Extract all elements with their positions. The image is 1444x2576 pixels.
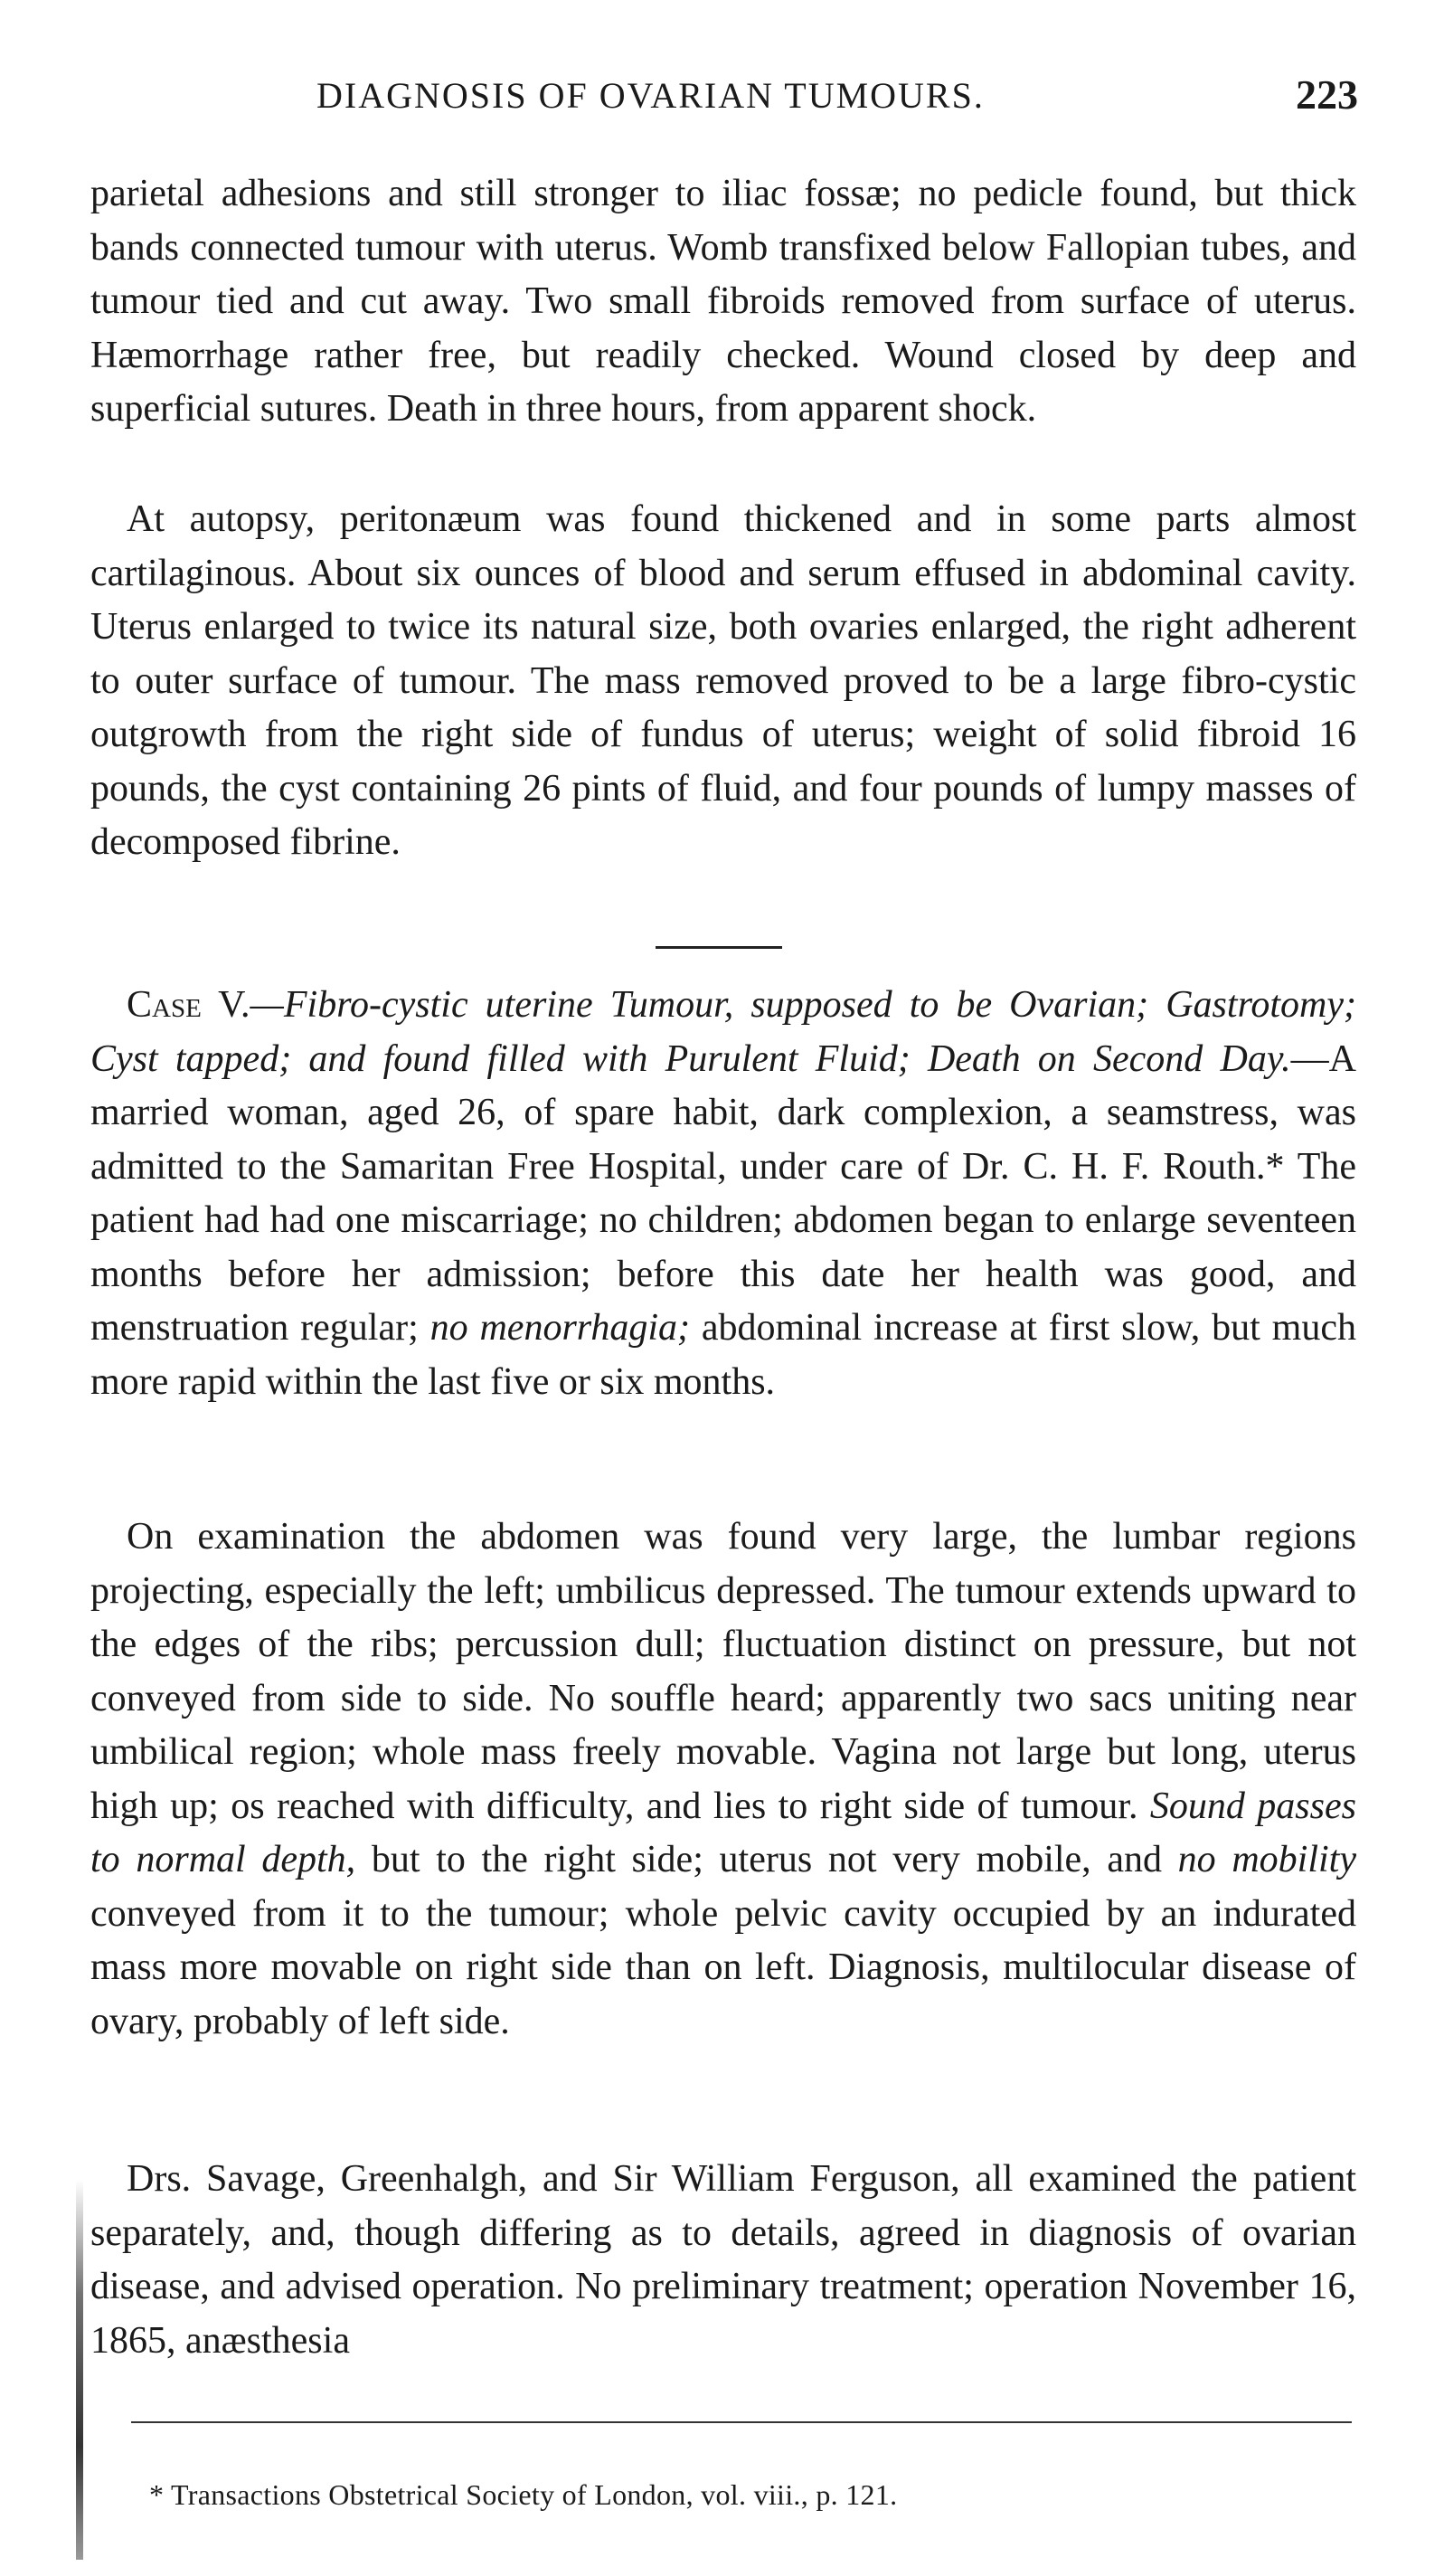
case-title: —Fibro-cystic uterine Tumour, supposed to be Ovarian; Gastrotomy; Cyst tapped; and found filled with Purulent Fluid; Death on Second Day.	[90, 984, 1356, 1080]
running-title: DIAGNOSIS OF OVARIAN TUMOURS.	[316, 75, 985, 116]
page-margin-wear	[76, 2180, 83, 2560]
footnote-rule	[131, 2421, 1352, 2423]
running-head	[90, 71, 1358, 128]
paragraph-continued: parietal adhesions and still stronger to iliac fossæ; no pedicle found, but thick bands connected tumour with uterus. Womb transfixed below Fallopian tubes, and tumour tied and cut away. Two small fibroids removed from surface of uterus. Hæmorrhage rather free, but readily checked. Wound closed by deep and superficial sutures. Death in three hours, from apparent shock.	[90, 173, 1356, 430]
section-divider	[656, 946, 782, 949]
paragraph-block	[90, 2153, 1356, 2368]
page-number: 223	[1296, 71, 1358, 118]
footnote: * Transactions Obstetrical Society of London, vol. viii., p. 121.	[149, 2478, 898, 2511]
paragraph-examination	[90, 1511, 1356, 2049]
paragraph-block	[90, 1511, 1356, 2049]
case-block	[90, 979, 1356, 1409]
case-paragraph	[90, 979, 1356, 1409]
case-body-b: abdominal increase at first slow, but much more rapid within the last five or six months.	[90, 1307, 1356, 1403]
exam-italic-1: Sound passes to normal depth,	[90, 1785, 1356, 1880]
paragraph-consultation: Drs. Savage, Greenhalgh, and Sir William Ferguson, all examined the patient separately, and, though differing as to details, agreed in diagnosis of ovarian disease, and advised operation. No preliminary treatment; operation November 16, 1865, anæsthesia	[90, 2158, 1356, 2362]
exam-text-b: but to the right side; uterus not very mobile, and	[355, 1839, 1178, 1880]
paragraph-block	[90, 493, 1356, 870]
paragraph-autopsy: At autopsy, peritonæum was found thickened and in some parts almost cartilaginous. About six ounces of blood and serum effused in abdominal cavity. Uterus enlarged to twice its natural size, both ovaries enlarged, the right adherent to outer surface of tumour. The mass removed proved to be a large fibro-cystic outgrowth from the right side of fundus of uterus; weight of solid fibroid 16 pounds, the cyst containing 26 pints of fluid, and four pounds of lumpy masses of decomposed fibrine.	[90, 498, 1356, 863]
paragraph-block	[90, 167, 1356, 437]
case-label: Case V.	[127, 984, 250, 1026]
exam-italic-2: no mobility	[1177, 1839, 1356, 1880]
case-body-a: —A married woman, aged 26, of spare habit, dark complexion, a seamstress, was admitted to the Samaritan Free Hospital, under care of Dr. C. H. F. Routh.* The patient had had one miscarriage; no children; abdomen began to enlarge seventeen months before her admission; before this date her health was good, and menstruation regular;	[90, 1037, 1356, 1349]
case-italic: no menorrhagia;	[429, 1307, 691, 1349]
exam-text-a: On examination the abdomen was found very large, the lumbar regions projecting, especially the left; umbilicus depressed. The tumour extends upward to the edges of the ribs; percussion dull; fluctuation distinct on pressure, but not conveyed from side to side. No souffle heard; apparently two sacs uniting near umbilical region; whole mass freely movable. Vagina not large but long, uterus high up; os reached with difficulty, and lies to right side of tumour.	[90, 1516, 1356, 1827]
exam-text-c: conveyed from it to the tumour; whole pelvic cavity occupied by an indurated mass more movable on right side than on left. Diagnosis, multilocular disease of ovary, probably of left side.	[90, 1892, 1356, 2042]
